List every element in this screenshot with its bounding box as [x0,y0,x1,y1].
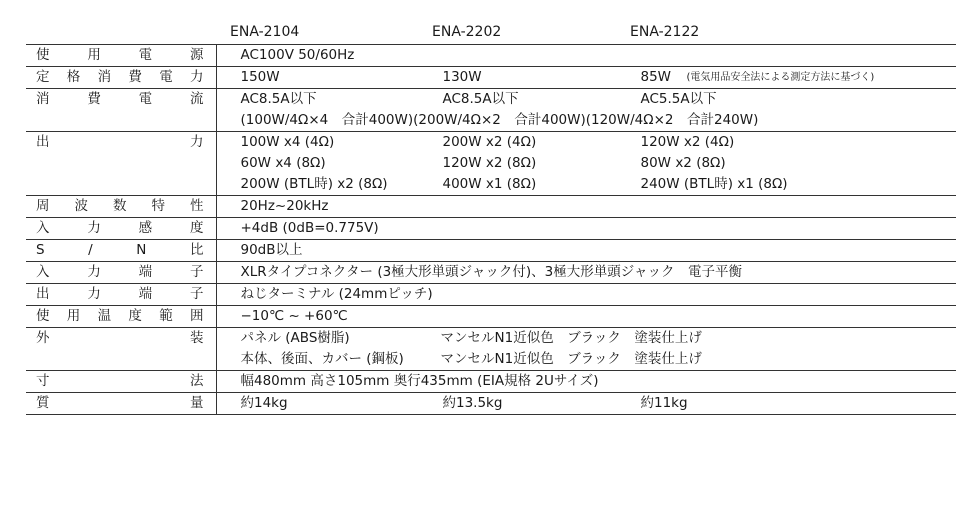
spec-label-char: S [36,242,45,258]
spec-row [26,240,956,262]
spec-label-text [26,196,216,217]
spec-label [26,132,216,196]
spec-value-text: 130W [442,69,482,85]
spec-value-text: +4dB (0dB=0.775V) [240,220,379,236]
spec-label-char: 定 [36,69,50,85]
spec-value-text: パネル (ABS樹脂) [240,330,350,346]
spec-value [216,306,956,328]
spec-label-char: 力 [87,264,101,280]
spec-row [26,89,956,132]
spec-value-text: 約13.5kg [442,395,503,411]
spec-label-char: 消 [97,69,112,85]
spec-value-text: (100W/4Ω×4 合計400W)(200W/4Ω×2 合計400W)(120W/4Ω×2 合計240W) [240,112,759,128]
spec-value-text: AC5.5A以下 [640,91,717,107]
spec-label-char: 波 [74,198,88,214]
spec-label-char: 用 [66,308,81,324]
spec-label-text [26,393,216,414]
spec-value-text: 150W [240,69,280,85]
spec-value-text: 約11kg [640,395,688,411]
spec-row [26,306,956,328]
spec-label-text [26,306,216,327]
spec-label-char: 質 [36,395,50,411]
spec-label [26,67,216,89]
spec-value-text: 90dB以上 [240,242,303,258]
spec-value-line [217,110,957,131]
spec-label-char: 感 [138,220,153,236]
model-name: ENA-2122 [630,24,700,40]
spec-row [26,284,956,306]
spec-value [216,218,956,240]
spec-label-char: 入 [36,264,50,280]
spec-value-line [217,218,957,239]
spec-label-text [26,132,216,153]
spec-value-text: 60W x4 (8Ω) [240,155,326,171]
spec-value [216,196,956,218]
spec-label-char: 囲 [189,308,204,324]
spec-value-line [217,89,957,110]
spec-label-char: 数 [113,198,127,214]
spec-value [216,45,956,67]
spec-value-line [217,306,957,327]
spec-value-text: マンセルN1近似色 ブラック 塗装仕上げ [440,330,702,346]
spec-label-text [26,240,216,261]
spec-label [26,196,216,218]
spec-label-char: 費 [128,69,142,85]
spec-value-text: (電気用品安全法による測定方法に基づく) [686,72,875,83]
spec-value-line [217,45,957,66]
spec-label-char: 入 [36,220,50,236]
model-name: ENA-2104 [230,24,300,40]
spec-label-char: 特 [151,198,165,214]
spec-label-char: 電 [138,47,153,63]
spec-value-text: 200W (BTL時) x2 (8Ω) [240,176,388,192]
spec-value-text: 100W x4 (4Ω) [240,134,335,150]
spec-label-char: 電 [138,91,153,107]
spec-label-text [26,218,216,239]
spec-label-text [26,67,216,88]
spec-label-char: 外 [36,330,50,346]
spec-row [26,328,956,371]
spec-value-line [217,196,957,217]
spec-value-text: AC8.5A以下 [240,91,317,107]
spec-value [216,371,956,393]
spec-label-char: 出 [36,286,50,302]
spec-label-char: 電 [159,69,173,85]
spec-value-line [217,371,957,392]
spec-value [216,262,956,284]
spec-label-char: 出 [36,134,50,150]
spec-value [216,89,956,132]
spec-value-text: 120W x2 (8Ω) [442,155,537,171]
spec-value-text: 85W [640,69,672,85]
spec-label [26,262,216,284]
spec-label-char: 使 [36,308,50,324]
spec-label-text [26,89,216,110]
spec-label-char: 比 [189,242,204,258]
spec-value-text: 20Hz~20kHz [240,198,329,214]
spec-label-char: 性 [190,198,204,214]
spec-value [216,393,956,415]
spec-label [26,45,216,67]
spec-value-line [217,349,957,370]
spec-value-text: 120W x2 (4Ω) [640,134,735,150]
spec-label-char: 端 [138,286,153,302]
spec-value-text: AC100V 50/60Hz [240,47,355,63]
spec-label-char: 力 [189,69,204,85]
spec-label-char: 力 [190,134,204,150]
spec-row [26,218,956,240]
spec-label-char: / [88,242,93,258]
spec-value-line [217,240,957,261]
spec-label-char: 使 [36,47,50,63]
spec-label-text [26,284,216,305]
spec-label-char: 費 [87,91,101,107]
spec-label-text [26,328,216,349]
spec-label-char: 子 [189,264,204,280]
spec-label [26,371,216,393]
spec-label [26,218,216,240]
model-header [26,24,956,44]
spec-value-text: 本体、後面、カバー (鋼板) [240,351,404,367]
spec-label [26,240,216,262]
spec-row [26,196,956,218]
spec-label-char: 消 [36,91,50,107]
spec-label-char: 力 [87,286,101,302]
spec-label-char: 子 [189,286,204,302]
spec-label-text [26,45,216,66]
spec-label-char: 源 [189,47,204,63]
spec-value-line [217,132,957,153]
spec-value [216,240,956,262]
spec-value-text: ねじターミナル (24mmピッチ) [240,286,433,302]
spec-label-char: 周 [36,198,50,214]
spec-label-char: N [136,242,147,258]
spec-value-text: −10℃ ~ +60℃ [240,308,348,324]
spec-value-line [217,393,957,414]
spec-label-char: 流 [189,91,204,107]
spec-value-line [217,174,957,195]
spec-label [26,306,216,328]
spec-value-line [217,153,957,174]
spec-value-text: 80W x2 (8Ω) [640,155,726,171]
spec-value-text: 400W x1 (8Ω) [442,176,537,192]
spec-label-text [26,371,216,392]
spec-label-char: 用 [87,47,101,63]
spec-value-text: AC8.5A以下 [442,91,519,107]
spec-value-text: 幅480mm 高さ105mm 奥行435mm (EIA規格 2Uサイズ) [240,373,599,389]
model-name: ENA-2202 [432,24,502,40]
spec-label [26,284,216,306]
spec-row [26,371,956,393]
spec-table [26,44,956,415]
spec-value-text: マンセルN1近似色 ブラック 塗装仕上げ [440,351,702,367]
spec-row [26,132,956,196]
spec-value [216,284,956,306]
spec-label-char: 寸 [36,373,50,389]
spec-value-text: XLRタイプコネクター (3極大形単頭ジャック付)、3極大形単頭ジャック 電子平衡 [240,264,742,280]
spec-row [26,45,956,67]
spec-label-char: 装 [190,330,204,346]
spec-row [26,393,956,415]
spec-row [26,262,956,284]
spec-value-text: 約14kg [240,395,288,411]
spec-label-char: 端 [138,264,153,280]
spec-value-line [217,262,957,283]
spec-label-char: 力 [87,220,101,236]
spec-label-char: 量 [190,395,204,411]
spec-value-line [217,67,957,88]
spec-label-char: 度 [128,308,142,324]
spec-value-line [217,328,957,349]
spec-value-line [217,284,957,305]
spec-label-char: 範 [159,308,173,324]
spec-label-char: 度 [189,220,204,236]
spec-row [26,67,956,89]
spec-label [26,89,216,132]
spec-label [26,328,216,371]
spec-label [26,393,216,415]
spec-value [216,328,956,371]
spec-value [216,132,956,196]
spec-label-text [26,262,216,283]
spec-label-char: 格 [66,69,81,85]
spec-value-text: 200W x2 (4Ω) [442,134,537,150]
spec-label-char: 法 [190,373,204,389]
spec-value [216,67,956,89]
spec-value-text: 240W (BTL時) x1 (8Ω) [640,176,788,192]
spec-label-char: 温 [97,308,112,324]
